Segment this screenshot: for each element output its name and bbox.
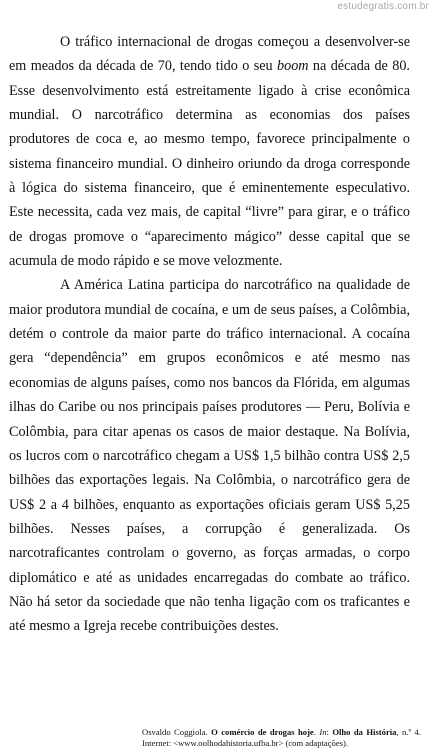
site-watermark: estudegratis.com.br xyxy=(337,1,429,12)
credit-rest: , n.º 4. Internet: <www.oolhodahistoria.ufba.br> (com adaptações). xyxy=(142,727,421,748)
source-credit xyxy=(142,727,421,749)
credit-author: Osvaldo Coggiola. xyxy=(142,727,212,737)
paragraph-1 xyxy=(9,30,410,273)
credit-source: Olho da História xyxy=(332,727,397,737)
paragraph-1-italic-term: boom xyxy=(277,58,309,75)
credit-title: O comércio de drogas hoje xyxy=(211,727,314,737)
paragraph-1-text-b: na década de 80. Esse desenvolvimento está estreitamente ligado à crise econômica mundial. O narcotráfico determina as economias dos países produtores de coca e, ao mesmo tempo, favorece principalmente o sistema financeiro mundial. O dinheiro oriundo da droga corresponde à lógica do sistema financeiro, que é eminentemente especulativo. Este necessita, cada vez mais, de capital “livre” para girar, e o tráfico de drogas promove o “aparecimento mágico” desse capital que se acumula de modo rápido e se move velozmente. xyxy=(9,58,410,270)
credit-separator-1: . xyxy=(313,727,320,737)
paragraph-1-text-a: O tráfico internacional de drogas começou a desenvolver-se em meados da década de 70, tendo tido o seu xyxy=(9,34,410,75)
credit-in-label: In xyxy=(319,727,327,737)
paragraph-2: A América Latina participa do narcotráfico na qualidade de maior produtora mundial de cocaína, e um de seus países, a Colômbia, detém o controle da maior parte do tráfico internacional. A cocaína gera “dependência” em grupos econômicos e até mesmo nas economias de alguns países, como nos bancos da Flórida, em algumas ilhas do Caribe ou nos principais países produtores — Peru, Bolívia e Colômbia, para citar apenas os casos de maior destaque. Na Bolívia, os lucros com o narcotráfico chegam a US$ 1,5 bilhão contra US$ 2,5 bilhões das exportações legais. Na Colômbia, o narcotráfico gera de US$ 2 a 4 bilhões, enquanto as exportações oficiais geram US$ 5,25 bilhões. Nesses países, a corrupção é generalizada. Os narcotraficantes controlam o governo, as forças armadas, o corpo diplomático e até as unidades encarregadas do combate ao tráfico. Não há setor da sociedade que não tenha ligação com os traficantes e até mesmo a Igreja recebe contribuições destes. xyxy=(9,277,410,635)
article-body xyxy=(9,30,410,639)
credit-separator-2: : xyxy=(326,727,333,737)
